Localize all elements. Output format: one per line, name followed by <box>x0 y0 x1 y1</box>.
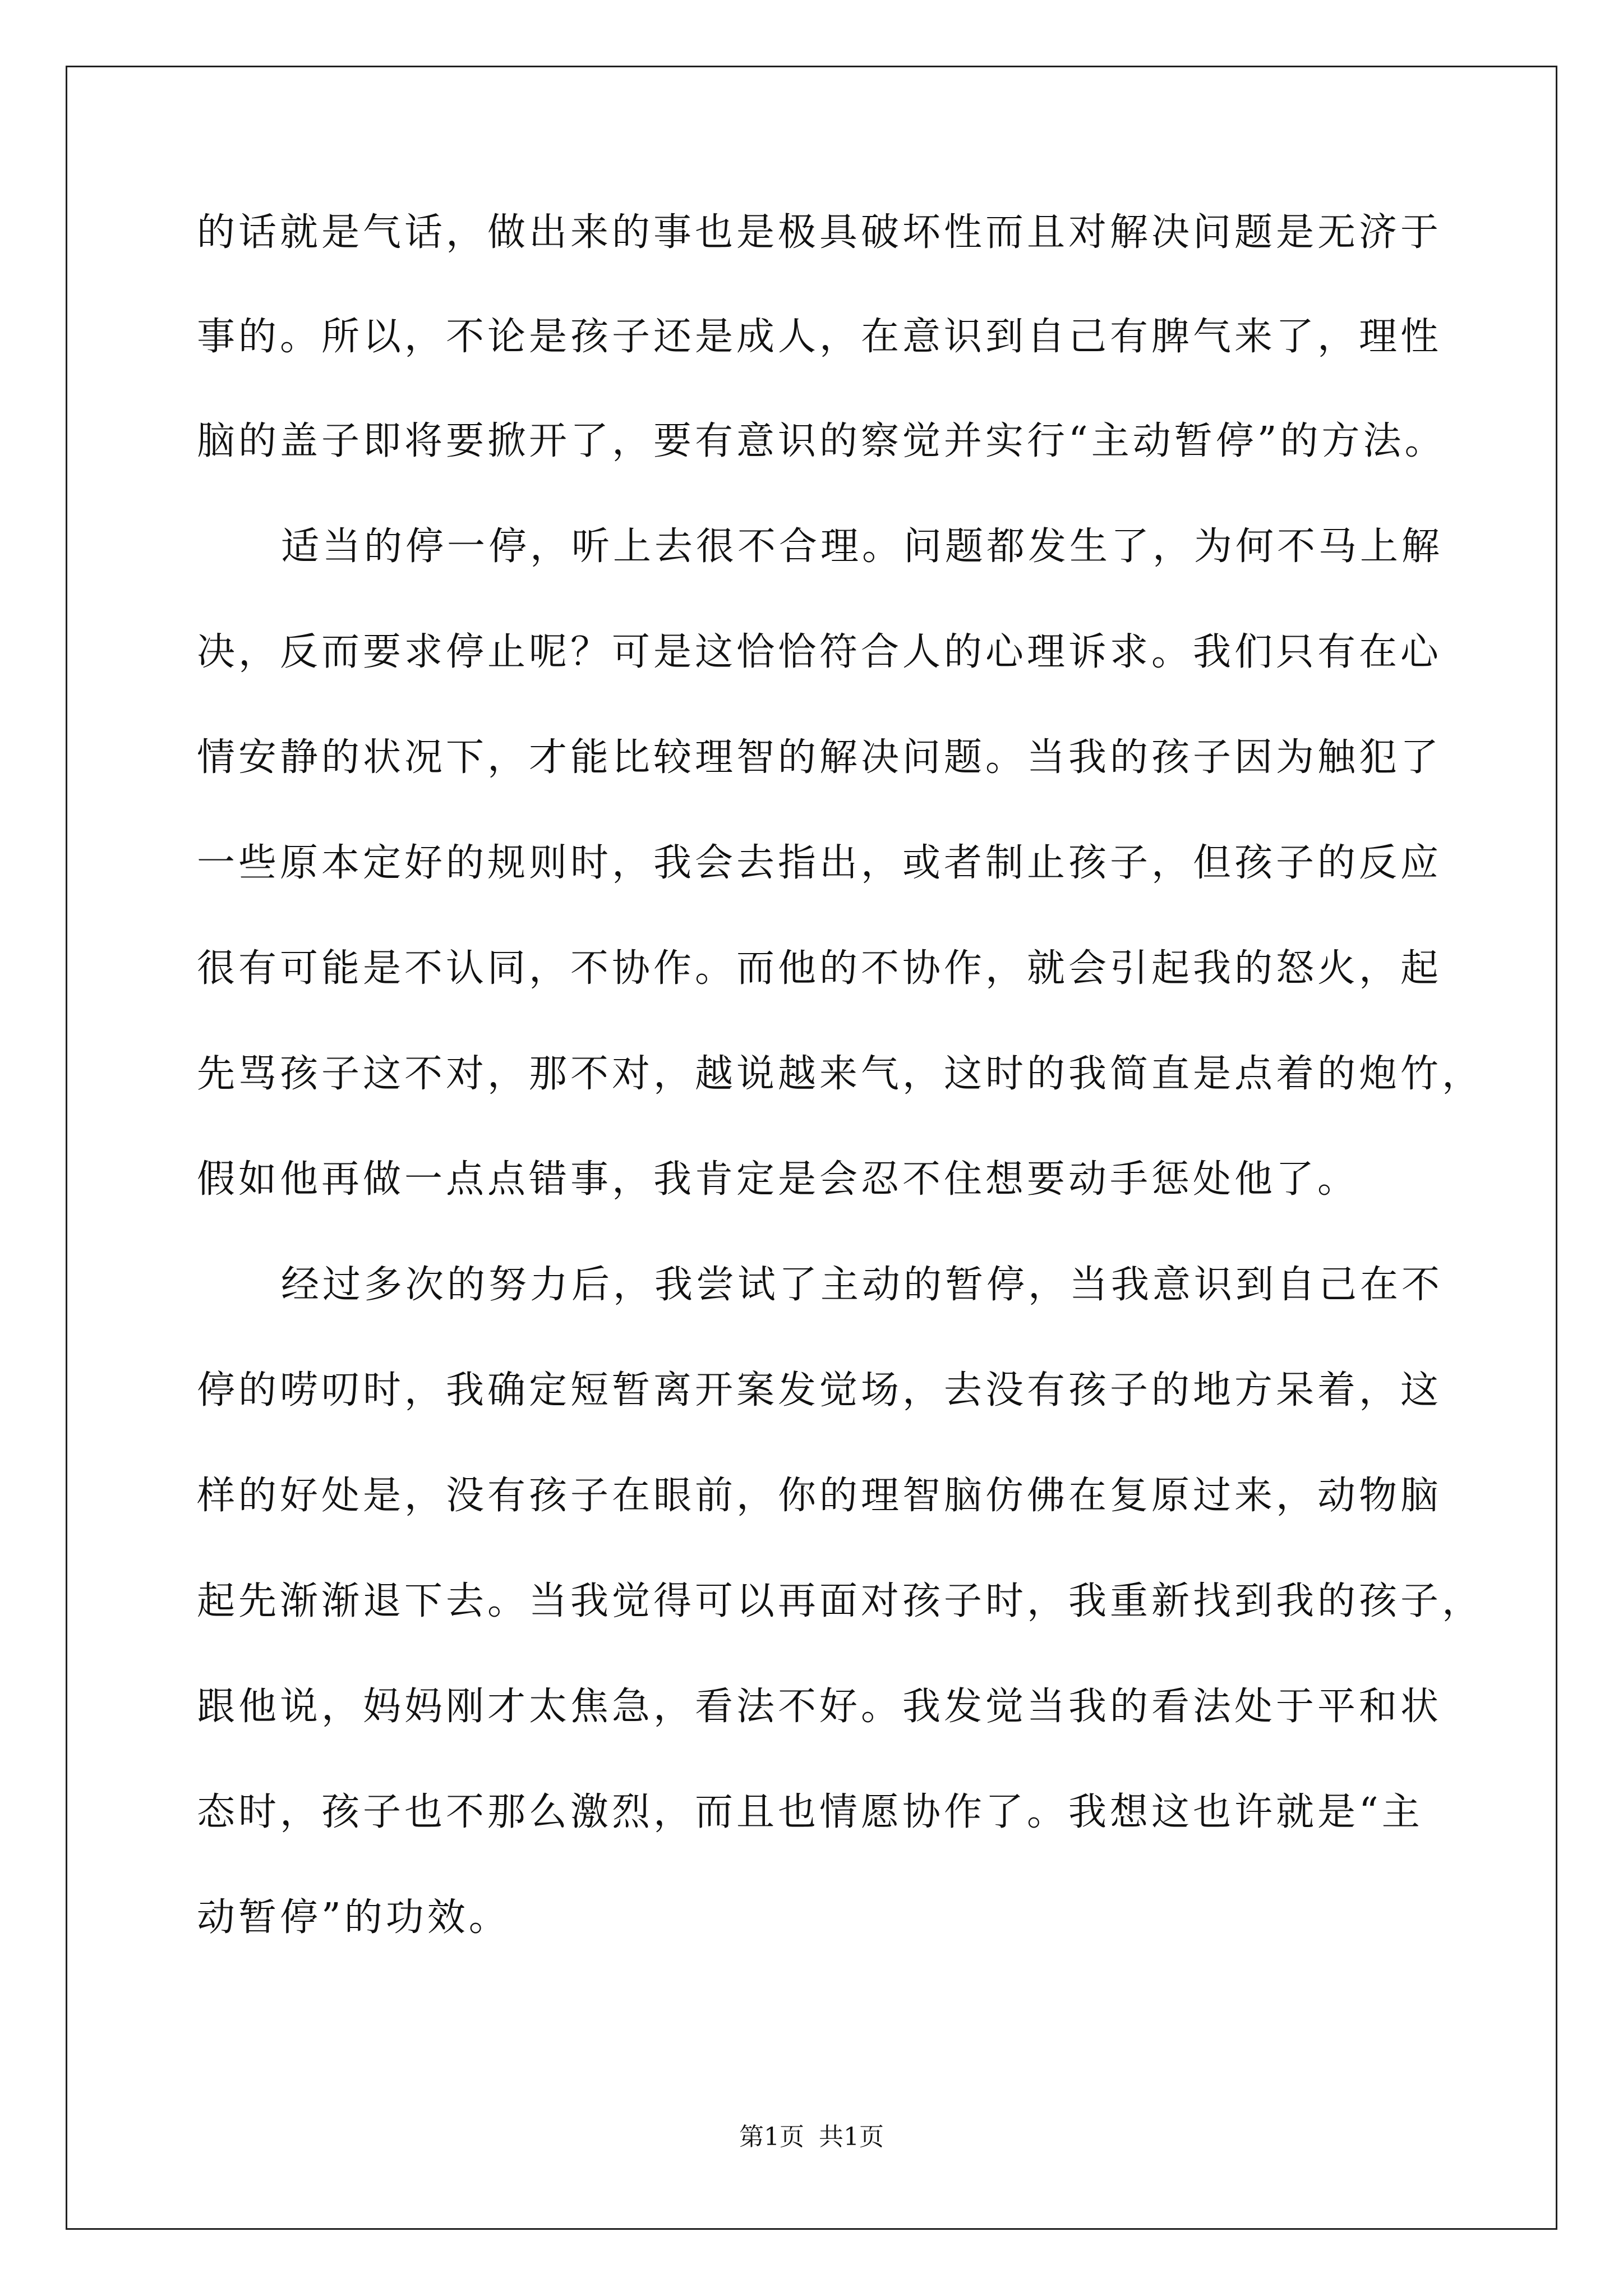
text-line: 停的唠叨时，我确定短暂离开案发觉场，去没有孩子的地方呆着，这 <box>197 1368 1442 1412</box>
paragraph-start-line: 适当的停一停，听上去很不合理。问题都发生了，为何不马上解 <box>281 524 1444 569</box>
text-line: 决，反而要求停止呢？可是这恰恰符合人的心理诉求。我们只有在心 <box>197 630 1442 674</box>
page-total: 共1页 <box>819 2123 884 2151</box>
text-line: 脑的盖子即将要掀开了，要有意识的察觉并实行“主动暂停”的方法。 <box>197 419 1446 463</box>
text-line: 事的。所以，不论是孩子还是成人，在意识到自己有脾气来了，理性 <box>197 315 1442 359</box>
paragraph-start-line: 经过多次的努力后，我尝试了主动的暂停，当我意识到自己在不 <box>281 1263 1444 1307</box>
text-line: 态时，孩子也不那么激烈，而且也情愿协作了。我想这也许就是“主 <box>197 1790 1423 1834</box>
page-footer <box>0 2120 1623 2154</box>
text-line: 跟他说，妈妈刚才太焦急，看法不好。我发觉当我的看法处于平和状 <box>197 1685 1442 1729</box>
text-line: 一些原本定好的规则时，我会去指出，或者制止孩子，但孩子的反应 <box>197 841 1442 885</box>
text-line: 起先渐渐退下去。当我觉得可以再面对孩子时，我重新找到我的孩子， <box>197 1579 1484 1623</box>
text-line: 假如他再做一点点错事，我肯定是会忍不住想要动手惩处他了。 <box>197 1157 1359 1202</box>
text-line: 先骂孩子这不对，那不对，越说越来气，这时的我简直是点着的炮竹， <box>197 1052 1484 1096</box>
text-line: 很有可能是不认同，不协作。而他的不协作，就会引起我的怒火，起 <box>197 946 1442 991</box>
page-number: 第1页 <box>739 2123 804 2151</box>
text-line: 情安静的状况下，才能比较理智的解决问题。当我的孩子因为触犯了 <box>197 735 1442 780</box>
text-line: 样的好处是，没有孩子在眼前，你的理智脑仿佛在复原过来，动物脑 <box>197 1474 1442 1518</box>
text-line: 动暂停”的功效。 <box>197 1895 510 1940</box>
text-line: 的话就是气话，做出来的事也是极具破坏性而且对解决问题是无济于 <box>197 210 1442 255</box>
